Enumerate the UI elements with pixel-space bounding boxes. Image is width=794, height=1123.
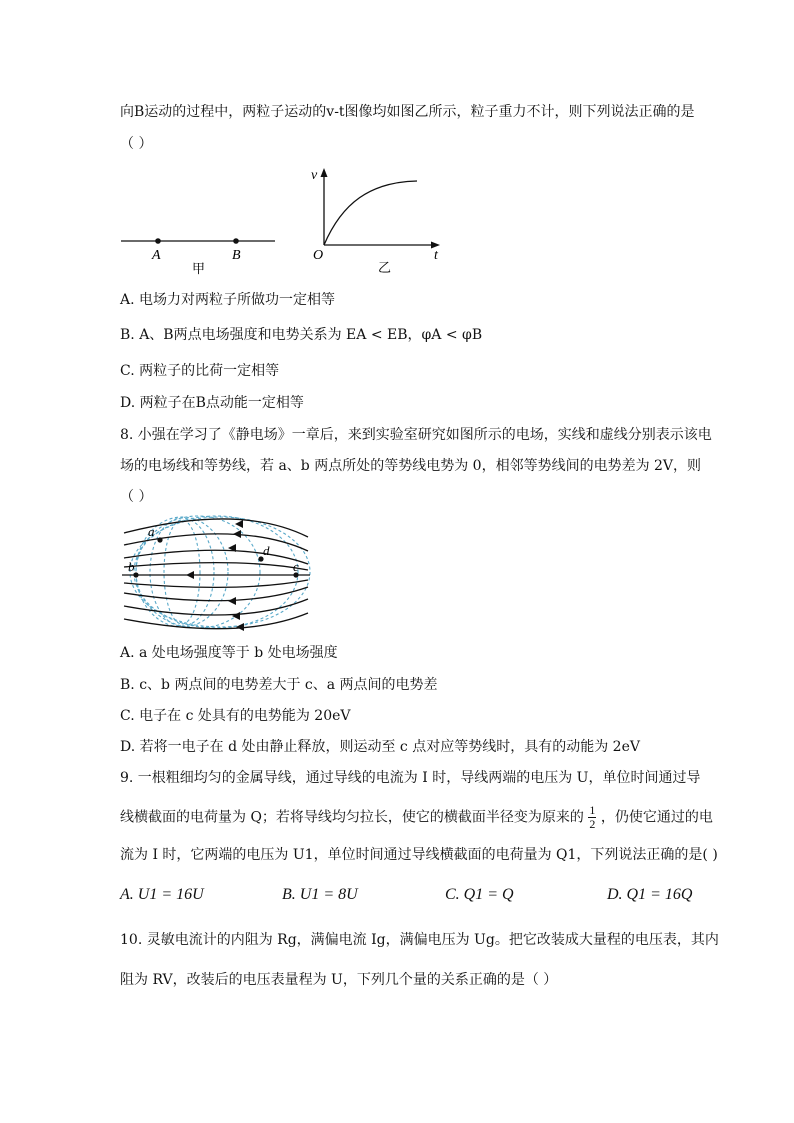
field-arrow	[235, 520, 243, 528]
field-arrow	[232, 612, 240, 620]
q7-stem-line2: （ ）	[120, 136, 153, 152]
figure-yi-caption: 乙	[378, 260, 392, 275]
q8-option-b: B. c、b 两点间的电势差大于 c、a 两点间的电势差	[120, 677, 438, 693]
field-line	[124, 563, 308, 570]
q9-choice-b: B. U1 = 8U	[282, 886, 358, 903]
q7-stem-line1: 向B运动的过程中，两粒子运动的v-t图像均如图乙所示，粒子重力不计，则下列说法正确的是	[120, 104, 695, 120]
fraction-denominator: 2	[589, 817, 596, 831]
field-line	[124, 550, 308, 564]
q9-choice-c: C. Q1 = Q	[445, 886, 514, 903]
q10-stem-line2: 阻为 RV，改装后的电压表量程为 U，下列几个量的关系正确的是（ ）	[120, 972, 558, 988]
v-axis-label: v	[311, 168, 318, 183]
q8-stem-line3: （ ）	[120, 489, 153, 505]
figure-jia	[118, 225, 278, 280]
point-a-label: A	[152, 248, 161, 263]
q9-stem-line3: 流为 I 时，它两端的电压为 U1，单位时间通过导线横截面的电荷量为 Q1，下列说法正确的是( )	[120, 847, 718, 863]
field-arrow	[186, 571, 194, 579]
point-a-label: a	[148, 524, 155, 539]
q9-choices	[120, 886, 720, 908]
q7-option-d: D. 两粒子在B点动能一定相等	[120, 395, 304, 411]
q9-line2-pre: 线横截面的电荷量为 Q；若将导线均匀拉长，使它的横截面半径变为原来的	[120, 809, 584, 826]
field-line	[124, 587, 308, 601]
q7-option-c: C. 两粒子的比荷一定相等	[120, 363, 280, 379]
q9-choice-d: D. Q1 = 16Q	[607, 886, 693, 903]
q9-line2-post: ，仍使它通过的电	[600, 809, 713, 826]
q8-stem-line2: 场的电场线和等势线，若 a、b 两点所处的等势线电势为 0，相邻等势线间的电势差为 2V，则	[120, 458, 702, 474]
q8-option-d: D. 若将一电子在 d 处由静止释放，则运动至 c 点对应等势线时，具有的动能为 2eV	[120, 739, 640, 755]
q10-stem-line1: 10. 灵敏电流计的内阻为 Rg，满偏电流 Ig，满偏电压为 Ug。把它改装成大量程的电压表，其内	[120, 932, 719, 948]
q8-option-c: C. 电子在 c 处具有的电势能为 20eV	[120, 708, 351, 724]
electric-field-figure	[120, 515, 312, 633]
q9-choice-a: A. U1 = 16U	[120, 886, 204, 903]
one-half-fraction	[588, 804, 596, 831]
point-a-dot	[155, 238, 161, 244]
q7-option-a: A. 电场力对两粒子所做功一定相等	[120, 292, 336, 308]
field-arrow	[228, 597, 236, 605]
field-arrow	[233, 530, 241, 538]
field-arrow	[236, 623, 244, 631]
figure-jia-caption: 甲	[192, 261, 206, 276]
q9-stem-line2	[120, 803, 713, 831]
v-axis-arrow	[321, 168, 328, 177]
v-t-curve	[324, 181, 417, 245]
point-d-label: d	[263, 543, 270, 558]
point-b-label: B	[232, 248, 241, 263]
q7-option-b: B. A、B两点电场强度和电势关系为 EA < EB，φA < φB	[120, 327, 483, 343]
q8-option-a: A. a 处电场强度等于 b 处电场强度	[120, 645, 338, 661]
fraction-numerator: 1	[589, 803, 596, 817]
figure-yi	[300, 165, 450, 275]
q8-stem-line1: 8. 小强在学习了《静电场》一章后，来到实验室研究如图所示的电场，实线和虚线分别表示该电	[120, 427, 712, 443]
origin-label: O	[313, 248, 324, 263]
t-axis-label: t	[434, 248, 438, 263]
field-points	[133, 537, 298, 577]
point-c-label: c	[293, 559, 299, 574]
q9-stem-line1: 9. 一根粗细均匀的金属导线，通过导线的电流为 I 时，导线两端的电压为 U，单位时间通过导	[120, 770, 701, 786]
point-b-dot	[233, 238, 239, 244]
point-a-dot	[157, 537, 162, 542]
point-b-label: b	[128, 559, 135, 574]
